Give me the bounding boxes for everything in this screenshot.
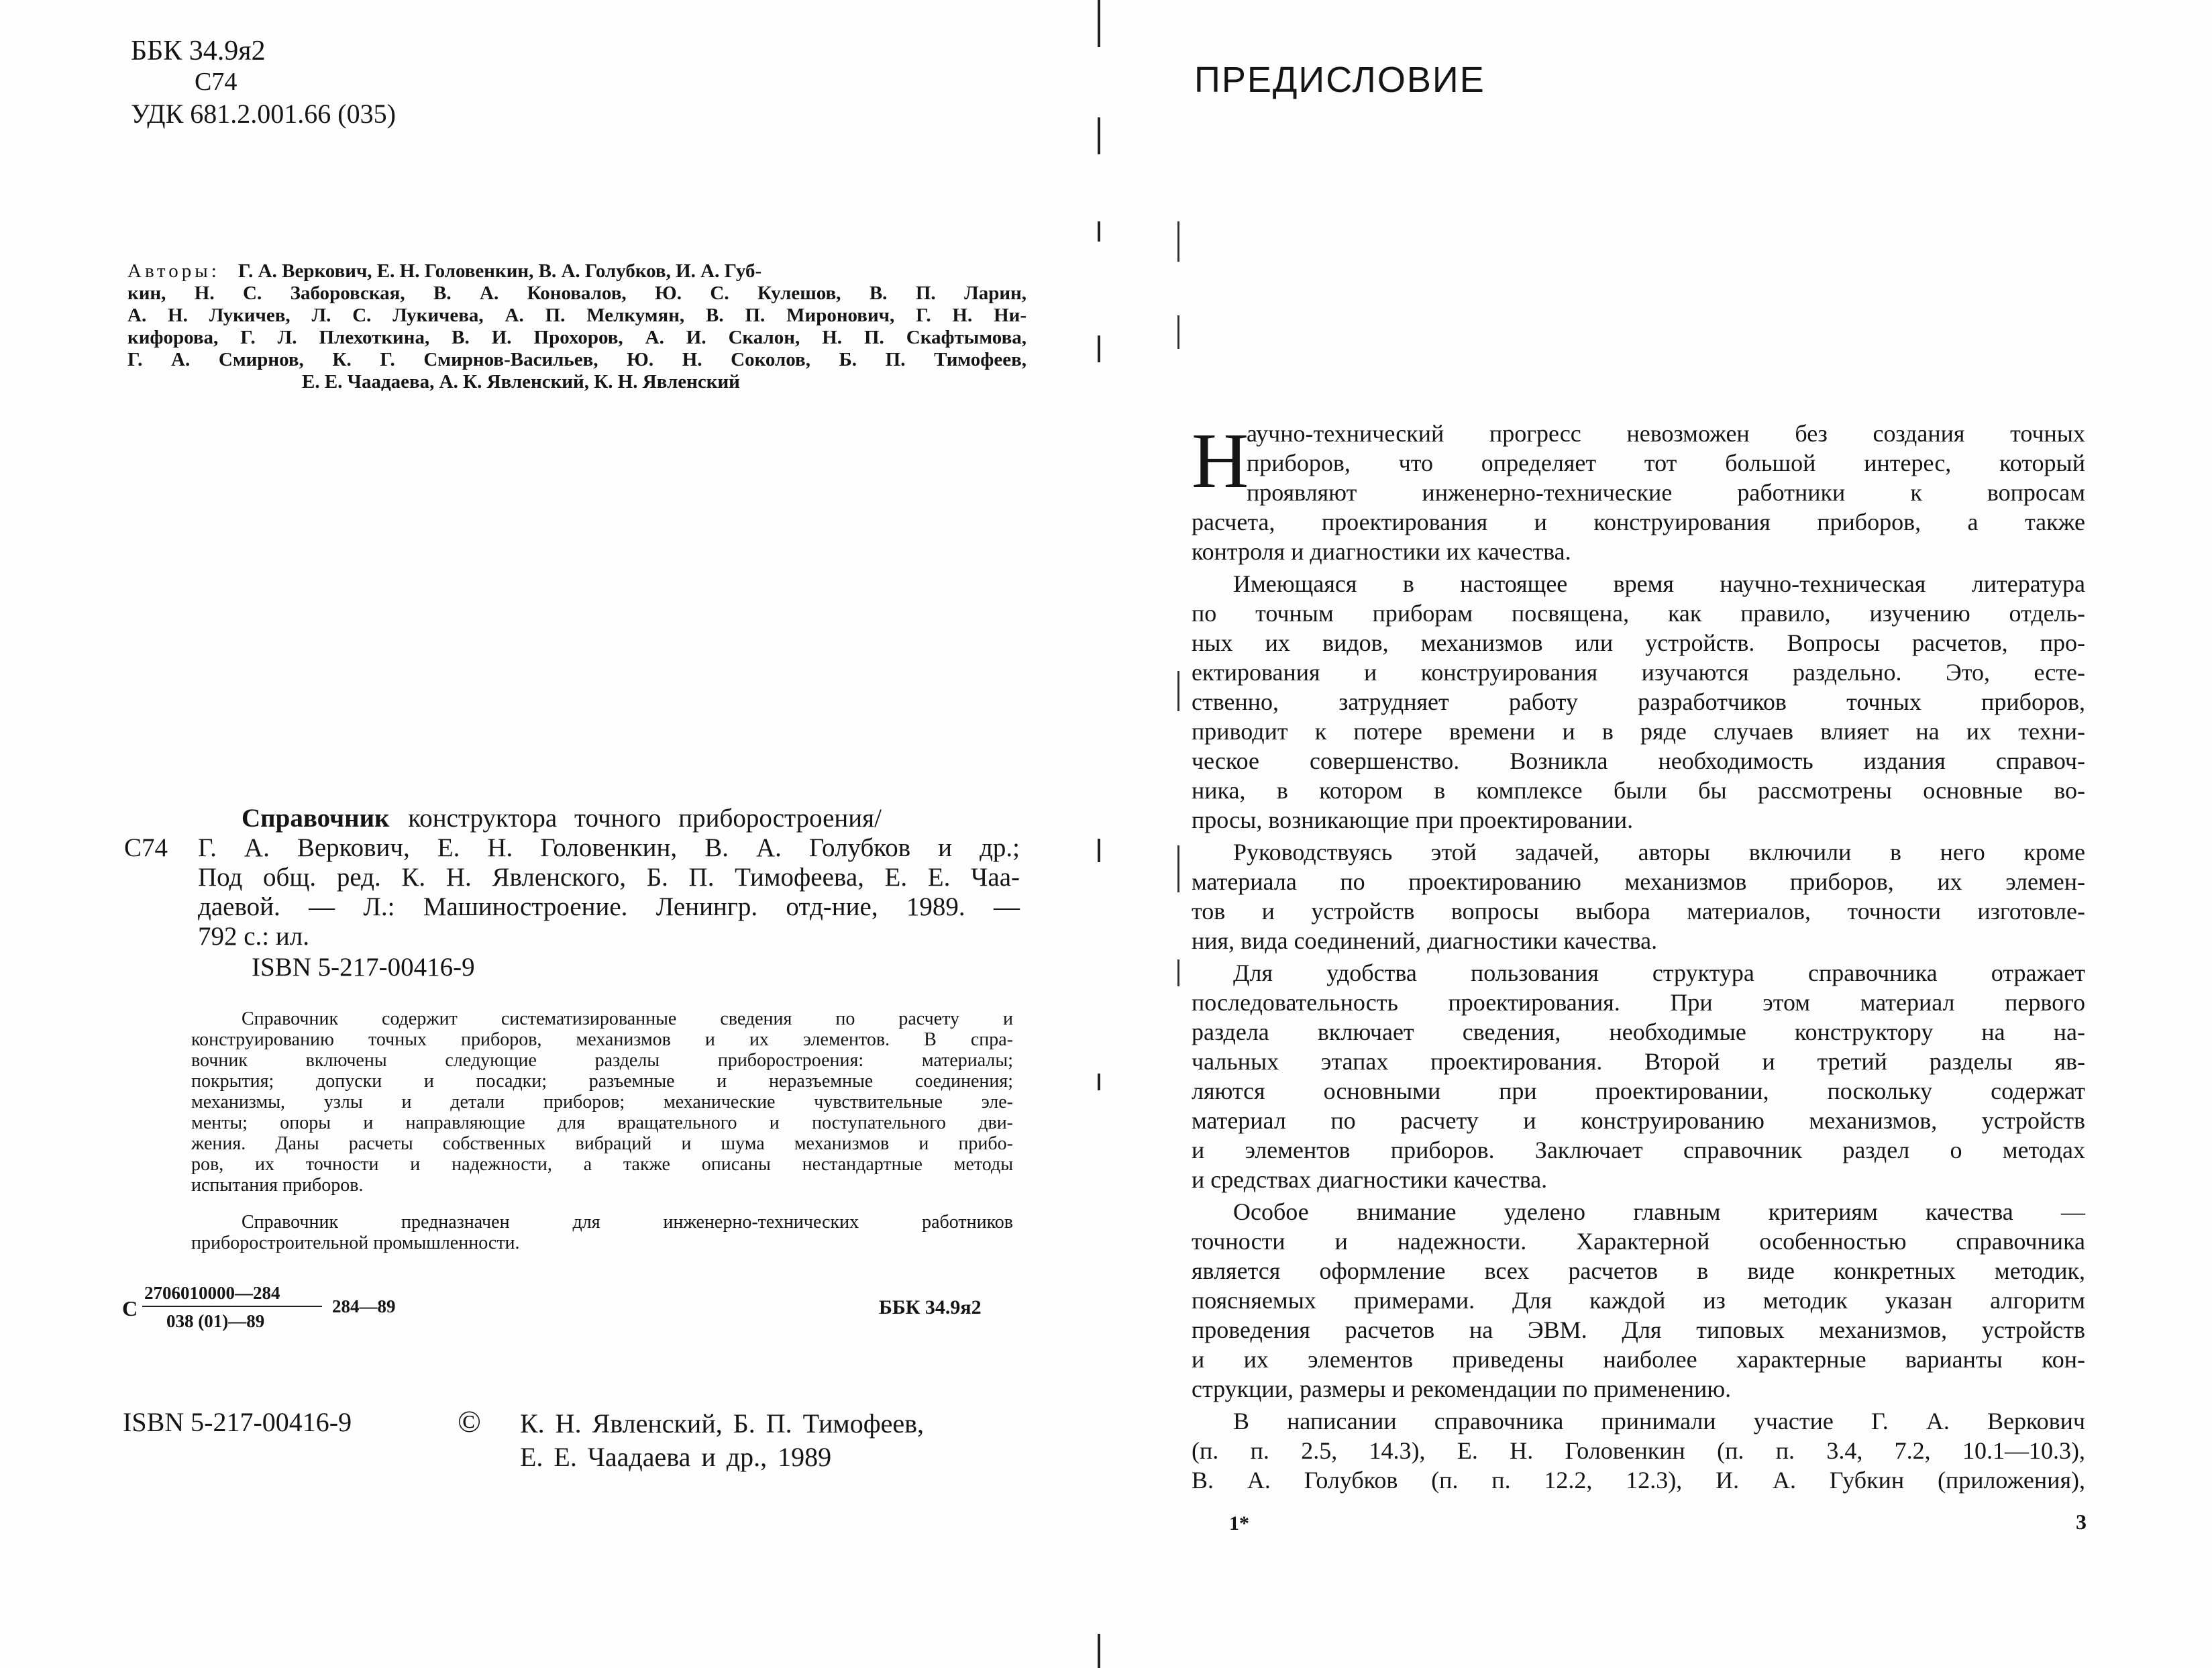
index-denominator: 038 (01)—89 bbox=[166, 1311, 265, 1331]
annotation-line: ров, их точности и надежности, а также описаны нестандартные методы bbox=[191, 1154, 1013, 1175]
paragraph-line: раздела включает сведения, необходимые конструктору на на- bbox=[1192, 1019, 2085, 1045]
bbk-top: ББК 34.9я2 bbox=[131, 36, 266, 66]
annotation-line: вочник включены следующие разделы приборостроения: материалы; bbox=[191, 1050, 1013, 1071]
annotation-line: Справочник содержит систематизированные сведения по расчету и bbox=[242, 1008, 1013, 1029]
biblio-code: С74 bbox=[124, 833, 168, 862]
paragraph-line: Особое внимание уделено главным критериям качества — bbox=[1233, 1198, 2085, 1225]
paragraph-line: материала по проектированию механизмов приборов, их элемен- bbox=[1192, 868, 2085, 895]
signature-mark: 1* bbox=[1229, 1512, 1249, 1534]
drop-cap: Н bbox=[1192, 417, 1249, 505]
biblio-line: Под общ. ред. К. Н. Явленского, Б. П. Тимофеева, Е. Е. Чаа- bbox=[198, 863, 1020, 892]
annotation-line: приборостроительной промышленности. bbox=[191, 1233, 520, 1253]
paragraph-line: приборов, что определяет тот большой интерес, который bbox=[1247, 450, 2085, 476]
paragraph-line: расчета, проектирования и конструирования приборов, а также bbox=[1192, 509, 2085, 535]
annotation-line: покрытия; допуски и посадки; разъемные и неразъемные соединения; bbox=[191, 1071, 1013, 1092]
paragraph-line: ческое совершенство. Возникла необходимость издания справоч- bbox=[1192, 747, 2085, 774]
biblio-line: конструктора точного приборостроения/ bbox=[408, 804, 882, 833]
copyright-symbol: © bbox=[458, 1404, 481, 1439]
paragraph-line: Руководствуясь этой задачей, авторы включили в него кроме bbox=[1233, 839, 2085, 866]
paragraph-line: проявляют инженерно-технические работники к вопросам bbox=[1247, 479, 2085, 506]
paragraph-line: точности и надежности. Характерной особенностью справочника bbox=[1192, 1228, 2085, 1255]
paragraph-line: струкции, размеры и рекомендации по применению. bbox=[1192, 1375, 1732, 1402]
authors-line: кин, Н. С. Заборовская, В. А. Коновалов, Ю. С. Кулешов, В. П. Ларин, bbox=[127, 282, 1026, 304]
paragraph-line: просы, возникающие при проектировании. bbox=[1192, 806, 1634, 833]
paragraph-line: В написании справочника принимали участие Г. А. Веркович bbox=[1233, 1408, 2085, 1435]
paragraph-line: (п. п. 2.5, 14.3), Е. Н. Головенкин (п. п. 3.4, 7.2, 10.1—10.3), bbox=[1192, 1437, 2085, 1464]
paragraph-line: проведения расчетов на ЭВМ. Для типовых механизмов, устройств bbox=[1192, 1316, 2085, 1343]
authors-line: Е. Е. Чаадаева, А. К. Явленский, К. Н. Явленский bbox=[302, 371, 740, 393]
biblio-line: Г. А. Веркович, Е. Н. Головенкин, В. А. Голубков и др.; bbox=[198, 833, 1020, 862]
paragraph-line: ектирования и конструирования изучаются раздельно. Это, есте- bbox=[1192, 659, 2085, 686]
isbn-bottom: ISBN 5-217-00416-9 bbox=[123, 1407, 352, 1437]
paragraph-line: ных их видов, механизмов или устройств. Вопросы расчетов, про- bbox=[1192, 629, 2085, 656]
paragraph-line: по точным приборам посвящена, как правило, изучению отдель- bbox=[1192, 600, 2085, 627]
paragraph-line: Имеющаяся в настоящее время научно-техническая литература bbox=[1233, 570, 2085, 597]
catalog-code-top: С74 bbox=[195, 68, 238, 96]
paragraph-line: приводит к потере времени и в ряде случаев влияет на их техни- bbox=[1192, 718, 2085, 745]
fraction-rule bbox=[142, 1306, 322, 1307]
annotation-line: менты; опоры и направляющие для вращательного и поступательного дви- bbox=[191, 1112, 1013, 1133]
paragraph-line: ственно, затрудняет работу разработчиков точных приборов, bbox=[1192, 688, 2085, 715]
biblio-title: Справочник bbox=[242, 804, 390, 833]
left-page bbox=[0, 0, 1100, 1668]
page-number: 3 bbox=[2076, 1510, 2087, 1534]
paragraph-line: ника, в котором в комплексе были бы рассмотрены основные во- bbox=[1192, 777, 2085, 804]
annotation-line: жения. Даны расчеты собственных вибраций и шума механизмов и прибо- bbox=[191, 1133, 1013, 1154]
paragraph-line: поясняемых примерами. Для каждой из методик указан алгоритм bbox=[1192, 1287, 2085, 1314]
biblio-isbn: ISBN 5-217-00416-9 bbox=[252, 953, 475, 982]
udk: УДК 681.2.001.66 (035) bbox=[131, 99, 396, 129]
authors-line: А. Н. Лукичев, Л. С. Лукичева, А. П. Мелкумян, В. П. Миронович, Г. Н. Ни- bbox=[127, 305, 1026, 326]
paragraph-line: тов и устройств вопросы выбора материалов, точности изготовле- bbox=[1192, 898, 2085, 925]
paragraph-line: материал по расчету и конструированию механизмов, устройств bbox=[1192, 1107, 2085, 1134]
copyright-line: К. Н. Явленский, Б. П. Тимофеев, bbox=[520, 1408, 925, 1439]
annotation-line: Справочник предназначен для инженерно-технических работников bbox=[242, 1212, 1013, 1233]
paragraph-line: и их элементов приведены наиболее характерные варианты кон- bbox=[1192, 1346, 2085, 1373]
paragraph-line: чальных этапах проектирования. Второй и третий разделы яв- bbox=[1192, 1048, 2085, 1075]
paragraph-line: ляются основными при проектировании, поскольку содержат bbox=[1192, 1078, 2085, 1104]
paragraph-line: В. А. Голубков (п. п. 12.2, 12.3), И. А. Губкин (приложения), bbox=[1192, 1467, 2085, 1494]
copyright-line: Е. Е. Чаадаева и др., 1989 bbox=[520, 1442, 832, 1472]
paragraph-line: является оформление всех расчетов в виде конкретных методик, bbox=[1192, 1257, 2085, 1284]
paragraph-line: и элементов приборов. Заключает справочник раздел о методах bbox=[1192, 1137, 2085, 1163]
authors-line: Г. А. Смирнов, К. Г. Смирнов-Васильев, Ю. Н. Соколов, Б. П. Тимофеев, bbox=[127, 349, 1026, 370]
biblio-line: даевой. — Л.: Машиностроение. Ленингр. отд-ние, 1989. — bbox=[198, 892, 1020, 921]
authors-label: Авторы: bbox=[127, 260, 220, 282]
annotation-line: конструированию точных приборов, механизмов и их элементов. В спра- bbox=[191, 1029, 1013, 1050]
index-prefix: С bbox=[122, 1296, 138, 1320]
biblio-line: 792 с.: ил. bbox=[198, 922, 309, 951]
paragraph-line: ния, вида соединений, диагностики качества. bbox=[1192, 927, 1658, 954]
authors-line: кифорова, Г. Л. Плехоткина, В. И. Прохоров, А. И. Скалон, Н. П. Скафтымова, bbox=[127, 327, 1026, 348]
index-suffix: 284—89 bbox=[332, 1296, 396, 1316]
spine-shadow bbox=[1177, 0, 1180, 1668]
annotation-line: механизмы, узлы и детали приборов; механические чувствительные эле- bbox=[191, 1092, 1013, 1112]
paragraph-line: последовательность проектирования. При этом материал первого bbox=[1192, 989, 2085, 1016]
paragraph-line: и средствах диагностики качества. bbox=[1192, 1166, 1548, 1193]
paragraph-line: аучно-технический прогресс невозможен без создания точных bbox=[1247, 420, 2085, 447]
annotation-line: испытания приборов. bbox=[191, 1175, 364, 1196]
paragraph-line: контроля и диагностики их качества. bbox=[1192, 538, 1571, 565]
bbk-bottom: ББК 34.9я2 bbox=[879, 1296, 982, 1318]
index-numerator: 2706010000—284 bbox=[144, 1283, 280, 1303]
page-heading: ПРЕДИСЛОВИЕ bbox=[1194, 60, 1485, 100]
paragraph-line: Для удобства пользования структура справочника отражает bbox=[1233, 959, 2085, 986]
authors-line: Г. А. Веркович, Е. Н. Головенкин, В. А. Голубков, И. А. Губ- bbox=[238, 260, 762, 282]
